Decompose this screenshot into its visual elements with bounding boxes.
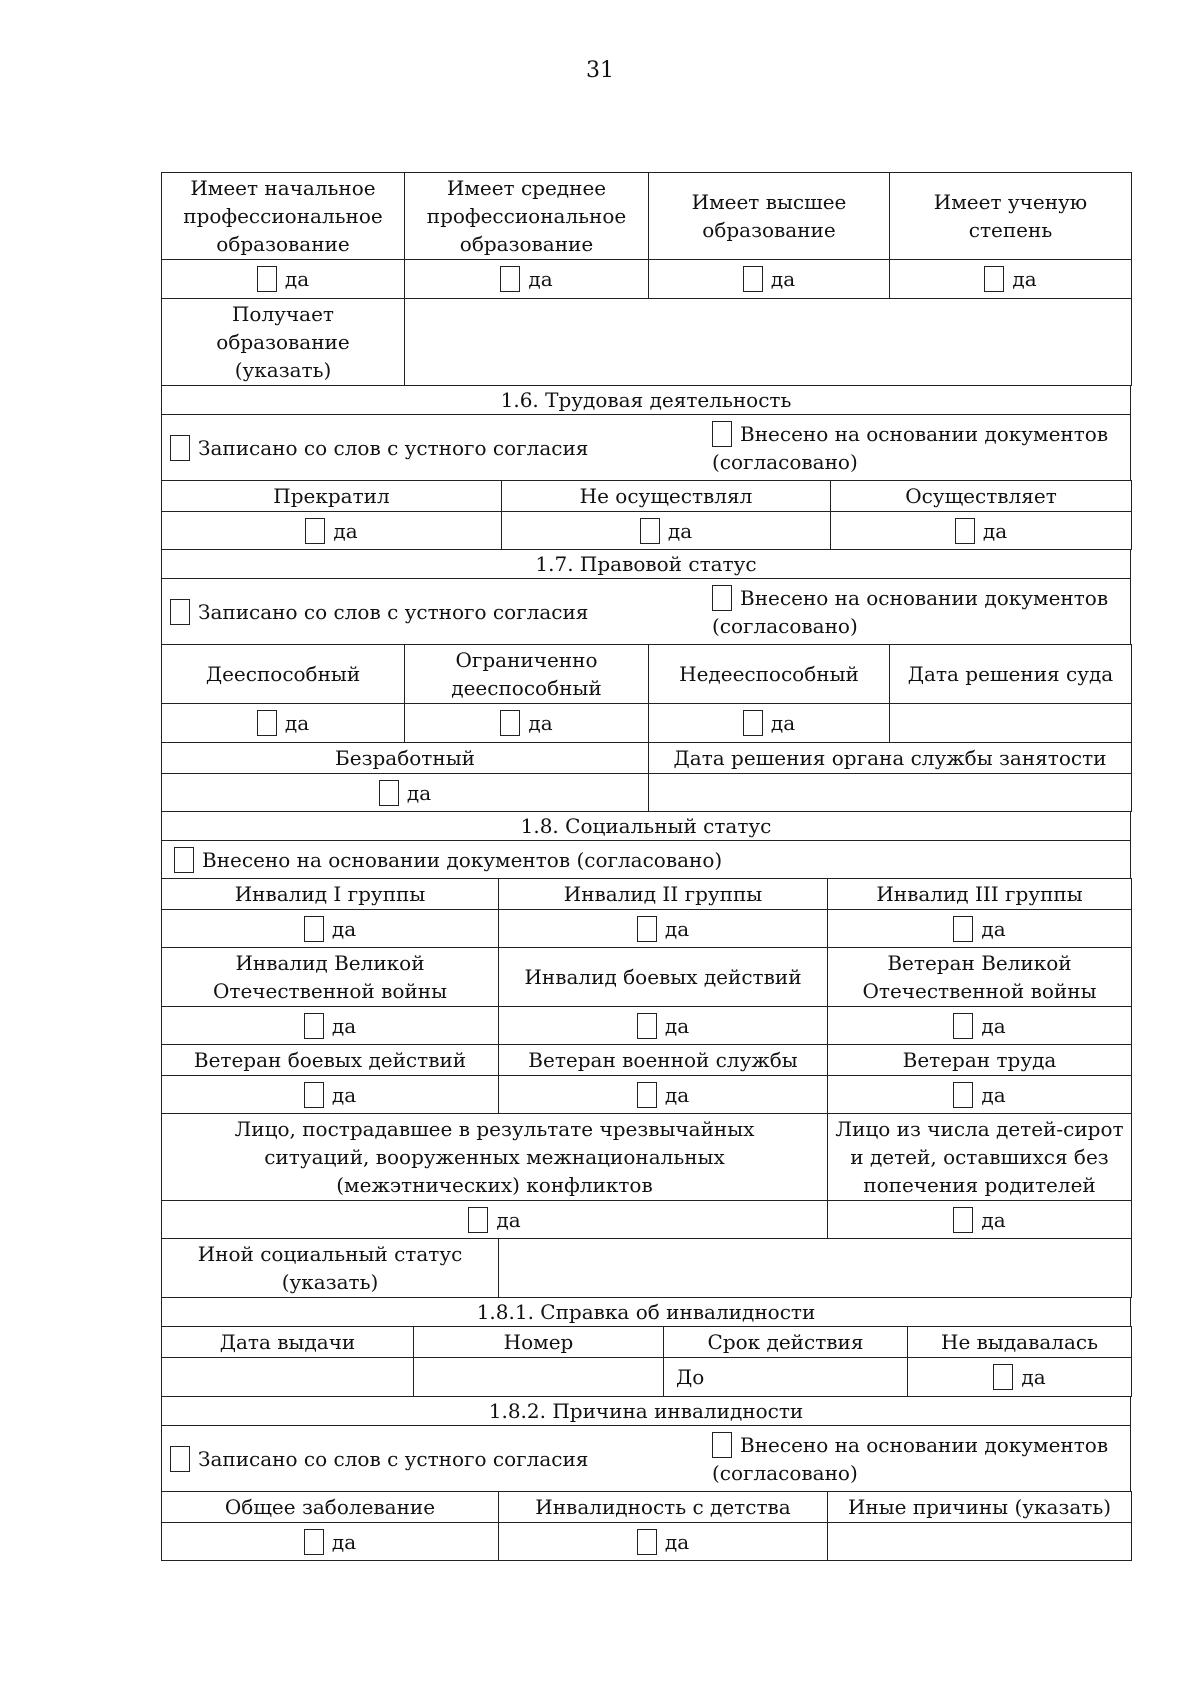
other-status-input[interactable]	[499, 1239, 1132, 1298]
cell-wwii-veteran-yes	[828, 1007, 1132, 1045]
cell-capable-yes	[162, 704, 405, 743]
section-labor	[161, 385, 1131, 481]
checkbox-labor-oral[interactable]	[170, 435, 190, 461]
header-general-disease: Общее заболевание	[162, 1492, 499, 1523]
yes-label: да	[331, 1013, 357, 1038]
yes-label: да	[770, 267, 796, 291]
cause-oral-label: Записано со слов с устного согласия	[198, 1446, 589, 1471]
checkbox-orphan[interactable]	[953, 1207, 973, 1233]
validity-until-input[interactable]	[664, 1358, 908, 1397]
unemployed-table	[161, 742, 1132, 812]
checkbox-capable[interactable]	[257, 710, 277, 736]
studying-input[interactable]	[405, 299, 1132, 386]
checkbox-disabled-1[interactable]	[304, 916, 324, 942]
yes-label: да	[496, 1207, 521, 1232]
checkbox-working[interactable]	[955, 518, 975, 544]
checkbox-limited-capable[interactable]	[500, 710, 520, 736]
yes-label: да	[331, 916, 357, 941]
header-disabled-3: Инвалид III группы	[828, 879, 1132, 910]
header-stopped: Прекратил	[162, 481, 502, 512]
studying-table	[161, 298, 1132, 386]
header-incapable: Недееспособный	[649, 645, 890, 704]
checkbox-emergency-victim[interactable]	[468, 1207, 488, 1233]
cell-higher-education-yes	[649, 260, 890, 299]
cell-secondary-vocational-yes	[405, 260, 649, 299]
labor-docs-label: Внесено на основании документов (согласовано)	[712, 421, 1109, 474]
cell-general-disease-yes	[162, 1523, 499, 1561]
yes-label: да	[528, 267, 553, 291]
header-not-worked: Не осуществлял	[502, 481, 831, 512]
checkbox-wwii-veteran[interactable]	[953, 1013, 973, 1039]
labor-status-table	[161, 480, 1132, 550]
court-date-input[interactable]	[890, 704, 1132, 743]
other-status-label: Иной социальный статус (указать)	[162, 1239, 499, 1298]
cell-emergency-victim-yes	[162, 1201, 828, 1239]
yes-label: да	[981, 1013, 1006, 1038]
cell-unemployed-yes	[162, 774, 649, 812]
checkbox-primary-vocational[interactable]	[257, 266, 277, 292]
emergency-orphan-table	[161, 1113, 1132, 1239]
section-title-legal: 1.7. Правовой статус	[162, 550, 1131, 579]
yes-label: да	[333, 518, 358, 543]
header-not-issued: Не выдавалась	[908, 1327, 1132, 1358]
header-disabled-2: Инвалид II группы	[499, 879, 828, 910]
checkbox-military-veteran[interactable]	[637, 1082, 657, 1108]
section-title-cause: 1.8.2. Причина инвалидности	[162, 1397, 1131, 1426]
header-limited-capable: Ограниченно дееспособный	[405, 645, 649, 704]
cell-combat-veteran-yes	[162, 1076, 499, 1114]
header-secondary-vocational: Имеет среднее профессиональное образование	[405, 173, 649, 260]
header-court-date: Дата решения суда	[890, 645, 1132, 704]
checkbox-unemployed[interactable]	[379, 780, 399, 806]
checkbox-secondary-vocational[interactable]	[500, 266, 520, 292]
section-title-labor: 1.6. Трудовая деятельность	[162, 386, 1131, 415]
header-military-veteran: Ветеран военной службы	[499, 1045, 828, 1076]
yes-label: да	[981, 1082, 1006, 1107]
header-higher-education: Имеет высшее образование	[649, 173, 890, 260]
checkbox-disabled-2[interactable]	[637, 916, 657, 942]
cell-wwii-disabled-yes	[162, 1007, 499, 1045]
checkbox-general-disease[interactable]	[304, 1529, 324, 1555]
checkbox-not-issued[interactable]	[993, 1364, 1013, 1390]
checkbox-incapable[interactable]	[743, 710, 763, 736]
section-disability-certificate	[161, 1297, 1131, 1327]
header-working: Осуществляет	[831, 481, 1132, 512]
header-academic-degree: Имеет ученую степень	[890, 173, 1132, 260]
section-social	[161, 811, 1131, 879]
header-disabled-1: Инвалид I группы	[162, 879, 499, 910]
yes-label: да	[981, 916, 1006, 941]
yes-label: да	[284, 267, 310, 291]
header-other-causes: Иные причины (указать)	[828, 1492, 1132, 1523]
yes-label: да	[981, 1207, 1006, 1232]
header-combat-veteran: Ветеран боевых действий	[162, 1045, 499, 1076]
yes-label: да	[664, 1013, 690, 1038]
cell-combat-disabled-yes	[499, 1007, 828, 1045]
employment-date-input[interactable]	[649, 774, 1132, 812]
header-emergency-victim: Лицо, пострадавшее в результате чрезвычайных ситуаций, вооруженных межнациональных (межэтнических) конфликтов	[162, 1114, 828, 1201]
yes-label: да	[528, 711, 553, 735]
checkbox-labor-docs[interactable]	[712, 421, 732, 447]
cell-labor-veteran-yes	[828, 1076, 1132, 1114]
checkbox-disabled-3[interactable]	[953, 916, 973, 942]
header-wwii-disabled: Инвалид Великой Отечественной войны	[162, 948, 499, 1007]
cell-academic-degree-yes	[890, 260, 1132, 299]
number-input[interactable]	[414, 1358, 664, 1397]
cause-table	[161, 1491, 1132, 1561]
yes-label: да	[982, 518, 1008, 543]
cell-primary-vocational-yes	[162, 260, 405, 299]
section-legal	[161, 549, 1131, 645]
cell-not-issued-yes	[908, 1358, 1132, 1397]
yes-label: да	[664, 1529, 690, 1554]
section-title-social: 1.8. Социальный статус	[162, 812, 1131, 841]
other-causes-input[interactable]	[828, 1523, 1132, 1561]
checkbox-social-docs[interactable]	[174, 847, 194, 873]
section-title-certificate: 1.8.1. Справка об инвалидности	[162, 1298, 1131, 1327]
cell-disabled-3-yes	[828, 910, 1132, 948]
cell-military-veteran-yes	[499, 1076, 828, 1114]
yes-label: да	[284, 711, 310, 735]
legal-status-table	[161, 644, 1132, 743]
legal-docs-label: Внесено на основании документов (согласовано)	[712, 585, 1109, 638]
header-capable: Дееспособный	[162, 645, 405, 704]
checkbox-higher-education[interactable]	[743, 266, 763, 292]
issue-date-input[interactable]	[162, 1358, 414, 1397]
header-wwii-veteran: Ветеран Великой Отечественной войны	[828, 948, 1132, 1007]
checkbox-combat-veteran[interactable]	[304, 1082, 324, 1108]
header-orphan: Лицо из числа детей-сирот и детей, оставшихся без попечения родителей	[828, 1114, 1132, 1201]
social-docs-label: Внесено на основании документов (согласовано)	[202, 847, 723, 872]
page-number: 31	[586, 58, 614, 83]
yes-label: да	[406, 780, 432, 805]
checkbox-cause-docs[interactable]	[712, 1432, 732, 1458]
yes-label: да	[1021, 1365, 1046, 1389]
other-status-table	[161, 1238, 1132, 1298]
yes-label: да	[331, 1082, 357, 1107]
yes-label: да	[770, 711, 796, 735]
cell-incapable-yes	[649, 704, 890, 743]
source-row-social	[162, 841, 1131, 879]
yes-label: да	[1012, 267, 1037, 291]
checkbox-stopped[interactable]	[305, 518, 325, 544]
cell-childhood-yes	[499, 1523, 828, 1561]
cell-stopped-yes	[162, 512, 502, 550]
checkbox-childhood-disability[interactable]	[637, 1529, 657, 1555]
checkbox-not-worked[interactable]	[640, 518, 660, 544]
cell-disabled-2-yes	[499, 910, 828, 948]
cell-orphan-yes	[828, 1201, 1132, 1239]
header-combat-disabled: Инвалид боевых действий	[499, 948, 828, 1007]
checkbox-combat-disabled[interactable]	[637, 1013, 657, 1039]
legal-oral-label: Записано со слов с устного согласия	[198, 599, 589, 624]
yes-label: да	[664, 916, 690, 941]
cell-limited-yes	[405, 704, 649, 743]
yes-label: да	[667, 518, 693, 543]
registration-form	[161, 173, 1131, 1561]
studying-label: Получает образование (указать)	[162, 299, 405, 386]
cause-docs-label: Внесено на основании документов (согласовано)	[712, 1432, 1109, 1485]
header-issue-date: Дата выдачи	[162, 1327, 414, 1358]
checkbox-labor-veteran[interactable]	[953, 1082, 973, 1108]
social-status-table	[161, 878, 1132, 1114]
source-row-legal	[162, 579, 1131, 645]
header-employment-date: Дата решения органа службы занятости	[649, 743, 1132, 774]
header-validity: Срок действия	[664, 1327, 908, 1358]
labor-oral-label: Записано со слов с устного согласия	[198, 435, 589, 460]
header-unemployed: Безработный	[162, 743, 649, 774]
checkbox-legal-docs[interactable]	[712, 585, 732, 611]
cell-disabled-1-yes	[162, 910, 499, 948]
education-table	[161, 172, 1132, 299]
section-disability-cause	[161, 1396, 1131, 1492]
cell-working-yes	[831, 512, 1132, 550]
source-row-labor	[162, 415, 1131, 481]
header-labor-veteran: Ветеран труда	[828, 1045, 1132, 1076]
checkbox-legal-oral[interactable]	[170, 599, 190, 625]
checkbox-wwii-disabled[interactable]	[304, 1013, 324, 1039]
checkbox-academic-degree[interactable]	[984, 266, 1004, 292]
header-number: Номер	[414, 1327, 664, 1358]
yes-label: да	[331, 1529, 357, 1554]
yes-label: да	[664, 1082, 690, 1107]
header-childhood-disability: Инвалидность с детства	[499, 1492, 828, 1523]
cell-not-worked-yes	[502, 512, 831, 550]
checkbox-cause-oral[interactable]	[170, 1446, 190, 1472]
source-row-cause	[162, 1426, 1131, 1492]
until-label: До	[676, 1365, 705, 1389]
header-primary-vocational: Имеет начальное профессиональное образование	[162, 173, 405, 260]
certificate-table	[161, 1326, 1132, 1397]
